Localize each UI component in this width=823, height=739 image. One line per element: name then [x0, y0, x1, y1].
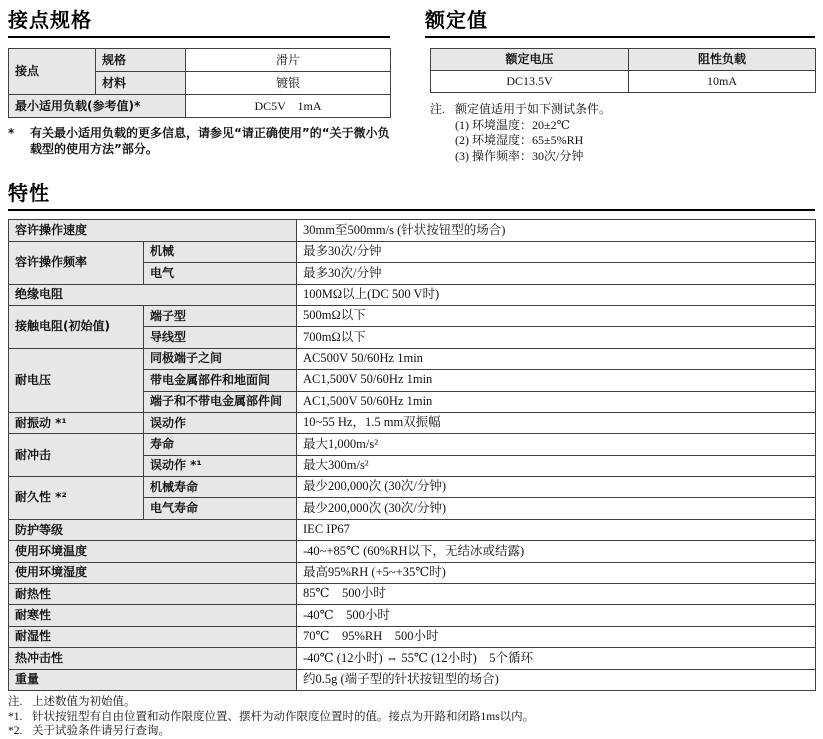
- contact-sub-label: 材料: [96, 72, 186, 95]
- char-label: 绝缘电阻: [9, 284, 297, 305]
- char-sub-label: 误动作: [144, 412, 297, 433]
- char-value: 100MΩ以上(DC 500 V时): [297, 284, 816, 305]
- char-label: 防护等级: [9, 519, 297, 540]
- char-sub-label: 寿命: [144, 434, 297, 455]
- char-value: 最大1,000m/s²: [297, 434, 816, 455]
- rated-values-title: 额定值: [425, 8, 815, 38]
- char-label: 热冲击性: [9, 648, 297, 669]
- footnote-marker: *: [8, 126, 15, 140]
- footnote-text: 上述数值为初始值。: [32, 695, 136, 708]
- rated-note-items: [455, 118, 815, 165]
- note-item: (1) 环境温度：20±2℃: [455, 117, 571, 132]
- char-label: 耐热性: [9, 584, 297, 605]
- rated-values-section: [425, 8, 815, 164]
- char-value: -40~+85℃ (60%RH以下，无结冰或结露): [297, 541, 816, 562]
- note-marker: 注.: [430, 102, 446, 116]
- table-row: [9, 669, 816, 690]
- table-row: [9, 434, 816, 455]
- characteristics-section: [8, 181, 815, 739]
- table-row: [9, 348, 816, 369]
- char-label: 重量: [9, 669, 297, 690]
- note-item: (2) 环境湿度：65±5%RH: [455, 133, 584, 148]
- table-row: [9, 284, 816, 305]
- table-row: [9, 49, 391, 72]
- note-item: (3) 操作频率：30次/分钟: [455, 148, 584, 163]
- table-row: [9, 305, 816, 326]
- char-value: 约0.5g (端子型的针状按钮型的场合): [297, 669, 816, 690]
- rated-values-table: [430, 48, 816, 93]
- char-value: 最少200,000次 (30次/分钟): [297, 498, 816, 519]
- table-row: [431, 49, 816, 71]
- char-value: 最高95%RH (+5~+35℃时): [297, 562, 816, 583]
- contact-spec-table: [8, 48, 391, 118]
- table-row: [9, 95, 391, 118]
- footnote-text: 针状按钮型有自由位置和动作限度位置、摆杆为动作限度位置时的值。接点为开路和闭路1ms以内。: [32, 710, 535, 723]
- char-value: 70℃ 95%RH 500小时: [297, 626, 816, 647]
- table-row: [9, 477, 816, 498]
- rated-voltage-value: DC13.5V: [431, 71, 629, 93]
- footnote-line: [8, 724, 815, 739]
- char-sub-label: 端子型: [144, 305, 297, 326]
- rated-note-head: [430, 102, 815, 118]
- footnote-text: 关于试验条件请另行查询。: [32, 725, 170, 738]
- contact-group-label: 接点: [9, 49, 96, 95]
- char-value: AC1,500V 50/60Hz 1min: [297, 391, 816, 412]
- footnote-line: [8, 710, 815, 725]
- contact-spec-section: [8, 8, 390, 157]
- char-value: 最多30次/分钟: [297, 263, 816, 284]
- note-text: 额定值适用于如下测试条件。: [455, 102, 612, 116]
- char-sub-label: 机械: [144, 241, 297, 262]
- char-sub-label: 同极端子之间: [144, 348, 297, 369]
- table-row: [9, 519, 816, 540]
- char-value: AC500V 50/60Hz 1min: [297, 348, 816, 369]
- char-label: 耐冲击: [9, 434, 144, 477]
- char-label: 耐电压: [9, 348, 144, 412]
- resistive-load-header: 阻性负载: [629, 49, 816, 71]
- characteristics-footnotes: [8, 695, 815, 739]
- char-sub-label: 电气: [144, 263, 297, 284]
- contact-footnote: [8, 125, 390, 157]
- contact-sub-label: 规格: [96, 49, 186, 72]
- char-sub-label: 导线型: [144, 327, 297, 348]
- table-row: [9, 412, 816, 433]
- table-row: [9, 626, 816, 647]
- char-value: 最多30次/分钟: [297, 241, 816, 262]
- char-sub-label: 带电金属部件和地面间: [144, 370, 297, 391]
- char-sub-label: 误动作 *¹: [144, 455, 297, 476]
- char-sub-label: 电气寿命: [144, 498, 297, 519]
- table-row: [9, 220, 816, 241]
- contact-spec-title: 接点规格: [8, 8, 390, 38]
- char-value: 700mΩ以下: [297, 327, 816, 348]
- table-row: [9, 241, 816, 262]
- min-load-value: DC5V 1mA: [186, 95, 391, 118]
- characteristics-title: 特性: [8, 181, 815, 211]
- top-area: [8, 8, 815, 164]
- contact-value: 滑片: [186, 49, 391, 72]
- contact-value: 镀银: [186, 72, 391, 95]
- table-row: [9, 562, 816, 583]
- footnote-text: 有关最小适用负载的更多信息，请参见“请正确使用”的“关于微小负载型的使用方法”部分。: [30, 126, 390, 157]
- footnote-marker: *2.: [8, 725, 23, 738]
- char-value: 500mΩ以下: [297, 305, 816, 326]
- char-label: 容许操作频率: [9, 241, 144, 284]
- char-value: 最少200,000次 (30次/分钟): [297, 477, 816, 498]
- char-label: 耐久性 *²: [9, 477, 144, 520]
- rated-notes: [430, 102, 815, 164]
- char-label: 耐振动 *¹: [9, 412, 144, 433]
- char-label: 容许操作速度: [9, 220, 297, 241]
- table-row: [431, 71, 816, 93]
- char-value: -40℃ (12小时) ⇔ 55℃ (12小时) 5个循环: [297, 648, 816, 669]
- table-row: [9, 541, 816, 562]
- rated-voltage-header: 额定电压: [431, 49, 629, 71]
- table-row: [9, 648, 816, 669]
- char-label: 耐湿性: [9, 626, 297, 647]
- char-sub-label: 端子和不带电金属部件间: [144, 391, 297, 412]
- footnote-marker: 注.: [8, 695, 23, 708]
- char-value: AC1,500V 50/60Hz 1min: [297, 370, 816, 391]
- min-load-label: 最小适用负载(参考值)*: [9, 95, 186, 118]
- char-value: 85℃ 500小时: [297, 584, 816, 605]
- table-row: [9, 584, 816, 605]
- char-label: 使用环境湿度: [9, 562, 297, 583]
- footnote-line: [8, 695, 815, 710]
- table-row: [9, 605, 816, 626]
- char-label: 接触电阻(初始值): [9, 305, 144, 348]
- char-value: 最大300m/s²: [297, 455, 816, 476]
- char-value: -40℃ 500小时: [297, 605, 816, 626]
- footnote-marker: *1.: [8, 710, 23, 723]
- char-label: 耐寒性: [9, 605, 297, 626]
- char-label: 使用环境温度: [9, 541, 297, 562]
- char-value: 10~55 Hz，1.5 mm双振幅: [297, 412, 816, 433]
- characteristics-table: [8, 219, 816, 691]
- resistive-load-value: 10mA: [629, 71, 816, 93]
- char-value: 30mm至500mm/s (针状按钮型的场合): [297, 220, 816, 241]
- char-sub-label: 机械寿命: [144, 477, 297, 498]
- char-value: IEC IP67: [297, 519, 816, 540]
